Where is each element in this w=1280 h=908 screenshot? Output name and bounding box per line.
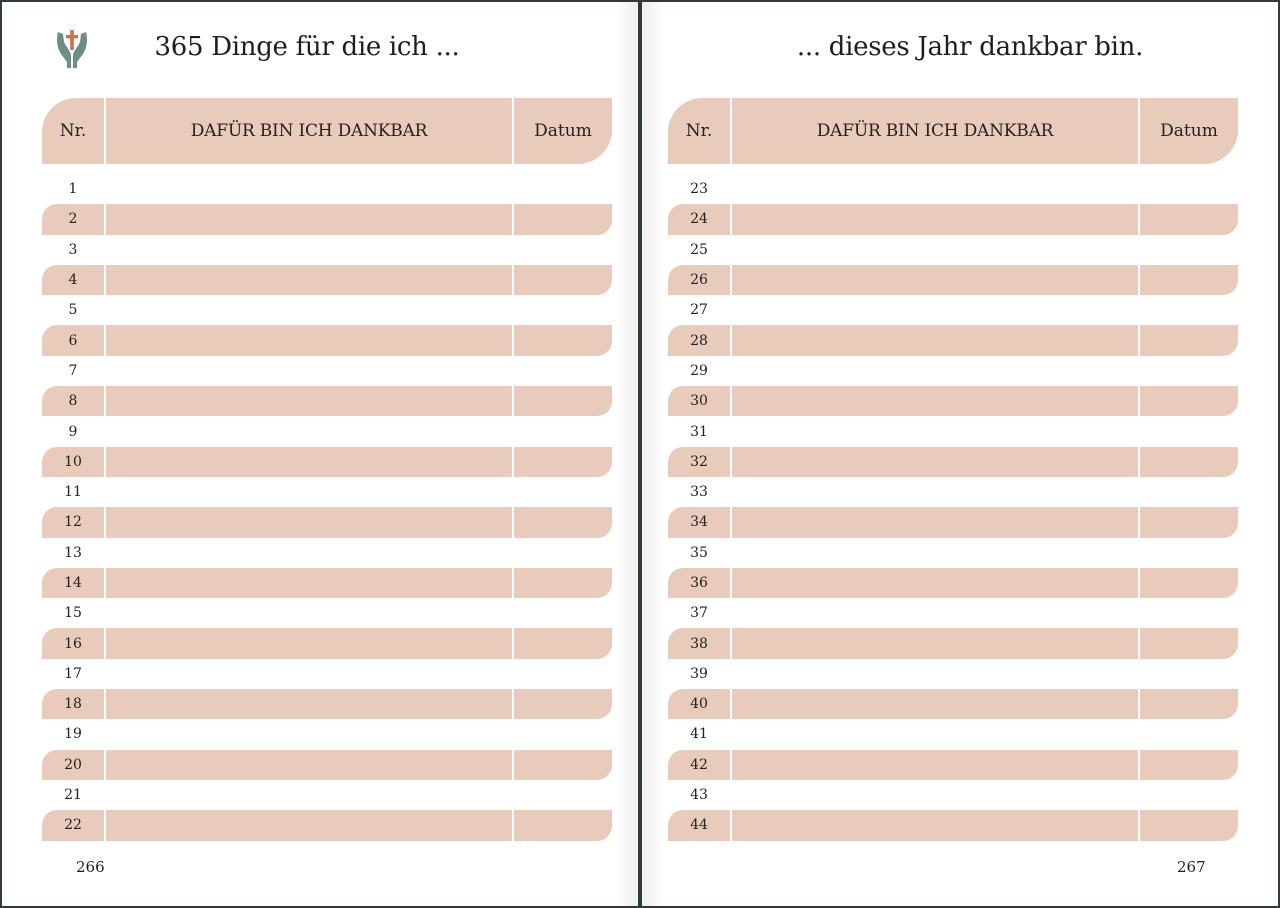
row-text-cell[interactable] [104,174,514,204]
header-text: DAFÜR BIN ICH DANKBAR [730,98,1140,164]
header-date: Datum [1160,121,1218,141]
row-number: 10 [64,453,82,470]
row-date-cell[interactable] [514,568,612,598]
row-text-cell[interactable] [730,689,1140,719]
row-date-cell[interactable] [1140,325,1238,355]
row-date-cell[interactable] [1140,628,1238,658]
table-row [42,356,612,386]
row-date-cell[interactable] [514,750,612,780]
table-row [668,447,1238,477]
table-rows [668,174,1238,841]
row-number: 44 [690,817,708,834]
row-number: 6 [68,332,78,349]
row-date-cell[interactable] [514,719,612,749]
row-date-cell[interactable] [1140,780,1238,810]
table-row [42,477,612,507]
header-date: Datum [534,121,592,141]
gratitude-table [668,98,1238,841]
row-date-cell[interactable] [514,780,612,810]
table-row [42,538,612,568]
row-date-cell[interactable] [1140,750,1238,780]
row-date-cell[interactable] [1140,568,1238,598]
row-date-cell[interactable] [1140,416,1238,446]
table-row [668,325,1238,355]
row-text-cell[interactable] [730,416,1140,446]
header-nr: Nr. [685,121,713,141]
row-text-cell[interactable] [104,325,514,355]
row-text-cell[interactable] [730,386,1140,416]
row-number: 35 [690,544,708,561]
row-text-cell[interactable] [104,628,514,658]
row-text-cell[interactable] [730,477,1140,507]
table-row [668,568,1238,598]
row-number: 39 [690,665,708,682]
table-row [42,235,612,265]
table-row [668,416,1238,446]
row-date-cell[interactable] [514,204,612,234]
row-number: 31 [690,423,708,440]
row-date-cell[interactable] [1140,689,1238,719]
row-date-cell[interactable] [514,295,612,325]
row-text-cell[interactable] [104,598,514,628]
row-text-cell[interactable] [104,538,514,568]
row-text-cell[interactable] [730,628,1140,658]
row-text-cell[interactable] [730,295,1140,325]
row-date-cell[interactable] [1140,204,1238,234]
row-text-cell[interactable] [730,598,1140,628]
row-text-cell[interactable] [730,750,1140,780]
table-row [668,780,1238,810]
row-date-cell[interactable] [1140,447,1238,477]
row-date-cell[interactable] [514,628,612,658]
row-date-cell[interactable] [1140,507,1238,537]
row-text-cell[interactable] [104,416,514,446]
row-text-cell[interactable] [104,507,514,537]
row-text-cell[interactable] [730,174,1140,204]
table-row [668,295,1238,325]
row-date-cell[interactable] [1140,174,1238,204]
table-row [42,265,612,295]
row-date-cell[interactable] [1140,356,1238,386]
table-row [668,477,1238,507]
row-date-cell[interactable] [514,689,612,719]
table-row [42,568,612,598]
row-date-cell[interactable] [514,447,612,477]
row-text-cell[interactable] [730,659,1140,689]
table-row [42,174,612,204]
row-number: 19 [64,726,82,743]
row-number: 17 [64,665,82,682]
page-title: 365 Dinge für die ich ... [154,32,460,62]
row-number: 18 [64,696,82,713]
row-number: 14 [64,575,82,591]
table-row [42,325,612,355]
row-number: 1 [68,181,78,198]
row-text-cell[interactable] [730,447,1140,477]
table-row [42,416,612,446]
table-row [42,447,612,477]
row-number: 7 [68,362,78,379]
table-row [668,659,1238,689]
row-date-cell[interactable] [514,356,612,386]
table-row [42,689,612,719]
table-row [42,780,612,810]
row-number: 12 [64,514,82,531]
row-text-cell[interactable] [104,386,514,416]
row-number: 37 [690,605,708,622]
row-text-cell[interactable] [730,235,1140,265]
row-date-cell[interactable] [1140,295,1238,325]
row-text-cell[interactable] [730,325,1140,355]
page-number: 266 [76,858,105,876]
header-text: DAFÜR BIN ICH DANKBAR [104,98,514,164]
row-number: 16 [64,635,82,652]
table-row [42,507,612,537]
table-row [668,598,1238,628]
row-date-cell[interactable] [514,598,612,628]
row-number: 23 [690,181,708,198]
row-date-cell[interactable] [1140,598,1238,628]
row-date-cell[interactable] [1140,538,1238,568]
table-row [668,174,1238,204]
row-date-cell[interactable] [1140,659,1238,689]
row-text-cell[interactable] [104,659,514,689]
row-number: 20 [64,756,82,773]
row-number: 30 [690,393,708,410]
row-text-cell[interactable] [104,568,514,598]
table-row [42,598,612,628]
row-number: 43 [690,787,708,804]
table-header [42,98,612,164]
row-number: 41 [690,726,708,743]
row-number: 13 [64,544,82,561]
row-text-cell[interactable] [104,204,514,234]
row-number: 36 [690,575,708,591]
row-number: 29 [690,362,708,379]
row-date-cell[interactable] [514,538,612,568]
row-number: 8 [68,393,78,410]
gratitude-table [42,98,612,841]
row-text-cell[interactable] [730,507,1140,537]
row-number: 32 [690,453,708,470]
row-date-cell[interactable] [514,235,612,265]
row-text-cell[interactable] [730,780,1140,810]
row-date-cell[interactable] [514,810,612,840]
row-number: 5 [68,302,78,319]
row-date-cell[interactable] [514,416,612,446]
row-text-cell[interactable] [104,810,514,840]
row-text-cell[interactable] [730,810,1140,840]
row-date-cell[interactable] [514,507,612,537]
row-date-cell[interactable] [514,325,612,355]
table-row [668,386,1238,416]
table-row [668,810,1238,840]
table-row [42,750,612,780]
row-text-cell[interactable] [730,719,1140,749]
row-number: 33 [690,484,708,501]
left-page [2,2,638,906]
page-title: ... dieses Jahr dankbar bin. [796,32,1144,62]
row-date-cell[interactable] [1140,386,1238,416]
row-number: 4 [68,272,78,289]
right-page [642,2,1278,906]
table-rows [42,174,612,841]
row-number: 24 [690,211,708,228]
row-date-cell[interactable] [514,174,612,204]
row-number: 27 [690,302,708,319]
row-number: 42 [690,756,708,773]
row-date-cell[interactable] [1140,810,1238,840]
row-text-cell[interactable] [104,265,514,295]
table-row [668,507,1238,537]
table-row [42,810,612,840]
row-date-cell[interactable] [514,659,612,689]
row-number: 21 [64,787,82,804]
row-date-cell[interactable] [1140,265,1238,295]
row-date-cell[interactable] [514,265,612,295]
row-text-cell[interactable] [104,295,514,325]
table-header [668,98,1238,164]
row-date-cell[interactable] [1140,719,1238,749]
table-row [668,204,1238,234]
row-number: 28 [690,332,708,349]
table-row [42,204,612,234]
row-text-cell[interactable] [730,356,1140,386]
row-number: 22 [64,817,82,834]
row-date-cell[interactable] [514,477,612,507]
table-row [668,628,1238,658]
row-text-cell[interactable] [104,447,514,477]
row-number: 11 [64,484,82,501]
row-text-cell[interactable] [104,689,514,719]
table-row [668,235,1238,265]
row-number: 38 [690,635,708,652]
row-number: 2 [68,211,78,228]
table-row [42,659,612,689]
table-row [668,265,1238,295]
row-text-cell[interactable] [104,750,514,780]
row-text-cell[interactable] [104,356,514,386]
table-row [42,628,612,658]
header-nr: Nr. [59,121,87,141]
row-date-cell[interactable] [1140,235,1238,265]
row-text-cell[interactable] [104,477,514,507]
row-number: 9 [68,423,78,440]
row-text-cell[interactable] [104,235,514,265]
row-text-cell[interactable] [104,780,514,810]
row-number: 25 [690,241,708,258]
row-text-cell[interactable] [104,719,514,749]
row-text-cell[interactable] [730,265,1140,295]
table-row [42,295,612,325]
row-text-cell[interactable] [730,204,1140,234]
row-date-cell[interactable] [1140,477,1238,507]
table-row [668,538,1238,568]
row-text-cell[interactable] [730,568,1140,598]
table-row [668,719,1238,749]
row-text-cell[interactable] [730,538,1140,568]
row-number: 34 [690,514,708,531]
table-row [42,386,612,416]
page-number: 267 [1177,858,1206,876]
table-row [668,689,1238,719]
row-number: 3 [68,241,78,258]
table-row [668,356,1238,386]
table-row [668,750,1238,780]
row-number: 26 [690,272,708,289]
row-number: 40 [690,696,708,713]
row-date-cell[interactable] [514,386,612,416]
row-number: 15 [64,605,82,622]
table-row [42,719,612,749]
